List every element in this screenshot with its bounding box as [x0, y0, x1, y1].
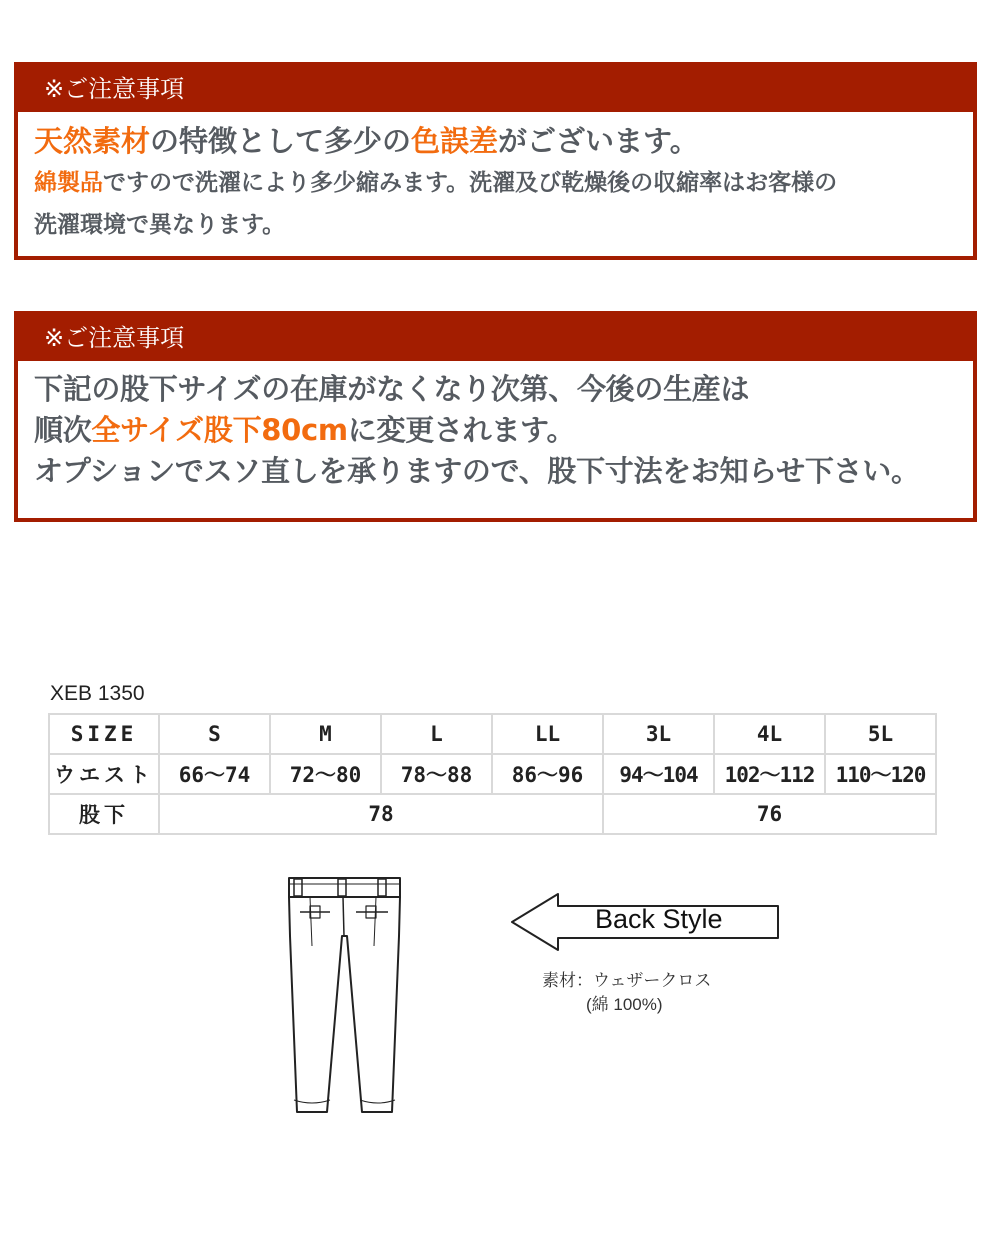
- table-row: [49, 714, 936, 754]
- material-composition: (綿 100%): [586, 995, 663, 1014]
- waist-cell: 66～74: [159, 754, 270, 794]
- size-cell: 3L: [603, 714, 714, 754]
- size-header: SIZE: [49, 714, 159, 754]
- care-notice-box: [14, 62, 977, 260]
- size-cell: 5L: [825, 714, 936, 754]
- size-cell: M: [270, 714, 381, 754]
- care-notice-header: ※ご注意事項: [18, 66, 973, 112]
- shrinkage-line: [34, 162, 973, 204]
- inseam-notice-header: ※ご注意事項: [18, 315, 973, 361]
- table-row: [49, 754, 936, 794]
- size-cell: 4L: [714, 714, 825, 754]
- model-number: XEB 1350: [50, 682, 145, 705]
- pants-back-illustration: [280, 876, 420, 1116]
- inseam-cell: 78: [159, 794, 603, 834]
- color-variation-line: [34, 120, 973, 162]
- text: がございます。: [498, 124, 699, 158]
- waist-cell: 102～112: [714, 754, 825, 794]
- natural-material-highlight: 天然素材: [34, 124, 151, 158]
- color-error-highlight: 色誤差: [411, 124, 499, 158]
- hemming-option-line: オプションでスソ直しを承りますので、股下寸法をお知らせ下さい。: [34, 454, 920, 488]
- inseam-cell: 76: [603, 794, 936, 834]
- text: の特徴として多少の: [150, 124, 412, 158]
- size-cell: LL: [492, 714, 603, 754]
- waist-cell: 110～120: [825, 754, 936, 794]
- back-style-label: Back Style: [595, 904, 723, 934]
- table-row: [49, 794, 936, 834]
- wash-environment-line: 洗濯環境で異なります。: [34, 212, 286, 238]
- size-cell: S: [159, 714, 270, 754]
- change-line: [34, 410, 973, 451]
- text: ですので洗濯により多少縮みます。洗濯及び乾燥後の収縮率はお客様の: [103, 170, 838, 196]
- size-cell: L: [381, 714, 492, 754]
- waist-cell: 94～104: [603, 754, 714, 794]
- care-notice-body: [18, 112, 973, 246]
- stock-line: 下記の股下サイズの在庫がなくなり次第、今後の生産は: [34, 372, 750, 406]
- size-table: [48, 713, 937, 835]
- cotton-product-highlight: 綿製品: [34, 170, 103, 196]
- text: に変更されます。: [347, 413, 576, 447]
- inseam-80-highlight: 全サイズ股下80cm: [91, 413, 348, 447]
- inseam-header: 股下: [49, 794, 159, 834]
- waist-header: ウエスト: [49, 754, 159, 794]
- waist-cell: 72～80: [270, 754, 381, 794]
- text: 順次: [34, 413, 92, 447]
- waist-cell: 86～96: [492, 754, 603, 794]
- material-label: 素材：ウェザークロス: [542, 971, 712, 990]
- inseam-notice-body: [18, 361, 973, 492]
- inseam-notice-box: [14, 311, 977, 522]
- waist-cell: 78～88: [381, 754, 492, 794]
